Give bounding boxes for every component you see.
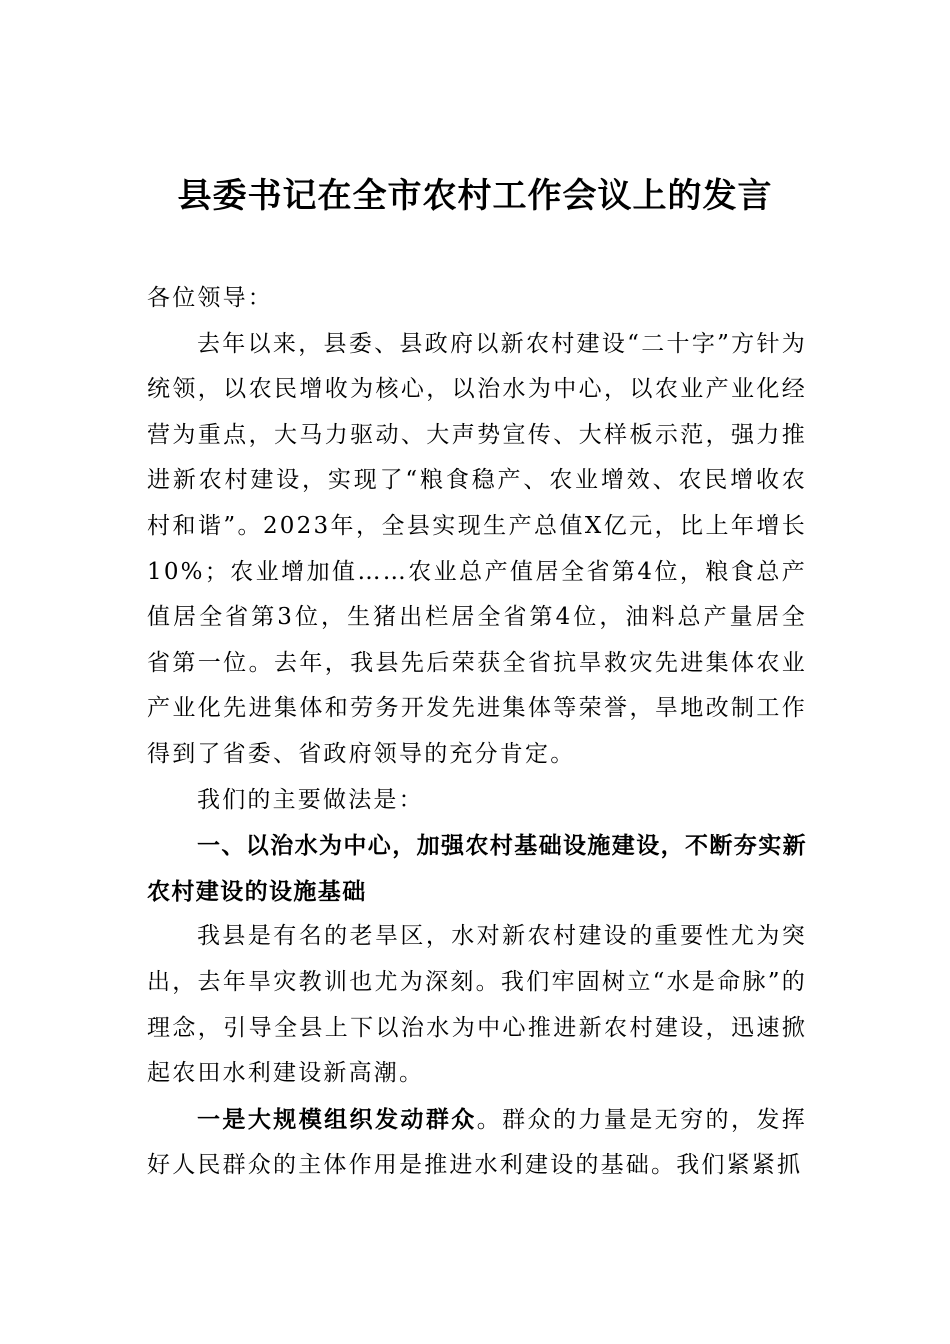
paragraph-intro: 去年以来，县委、县政府以新农村建设“二十字”方针为统领，以农民增收为核心，以治水为中心，以农业产业化经营为重点，大马力驱动、大声势宣传、大样板示范，强力推进新农村建设，实现了“粮食稳产、农业增效、农民增收农村和谐”。2023年，全县实现生产总值X亿元，比上年增长10%；农业增加值……农业总产值居全省第4位，粮食总产值居全省第3位，生猪出栏居全省第4位，油料总产量居全省第一位。去年，我县先后荣获全省抗旱救灾先进集体农业产业化先进集体和劳务开发先进集体等荣誉，旱地改制工作得到了省委、省政府领导的充分肯定。 [147,330,807,767]
salutation: 各位领导： [147,285,273,311]
document-title: 县委书记在全市农村工作会议上的发言 [177,176,773,216]
paragraph-lead-phrase: 一是大规模组织发动群众 [197,1105,477,1133]
paragraph-water: 我县是有名的老旱区，水对新农村建设的重要性尤为突出，去年旱灾教训也尤为深刻。我们牢固树立“水是命脉”的理念，引导全县上下以治水为中心推进新农村建设，迅速掀起农田水利建设新高潮。 [147,923,807,1087]
paragraph-methods: 我们的主要做法是： [197,786,424,813]
section-heading-1: 一、以治水为中心，加强农村基础设施建设，不断夯实新农村建设的设施基础 [147,832,807,905]
paragraph-rest: 。群众的力量是无穷的，发挥好人民群众的主体作用是推进水利建设的基础。我们紧紧抓 [147,1106,807,1179]
paragraph-mobilize [147,1097,807,1189]
document-body [147,276,807,1189]
